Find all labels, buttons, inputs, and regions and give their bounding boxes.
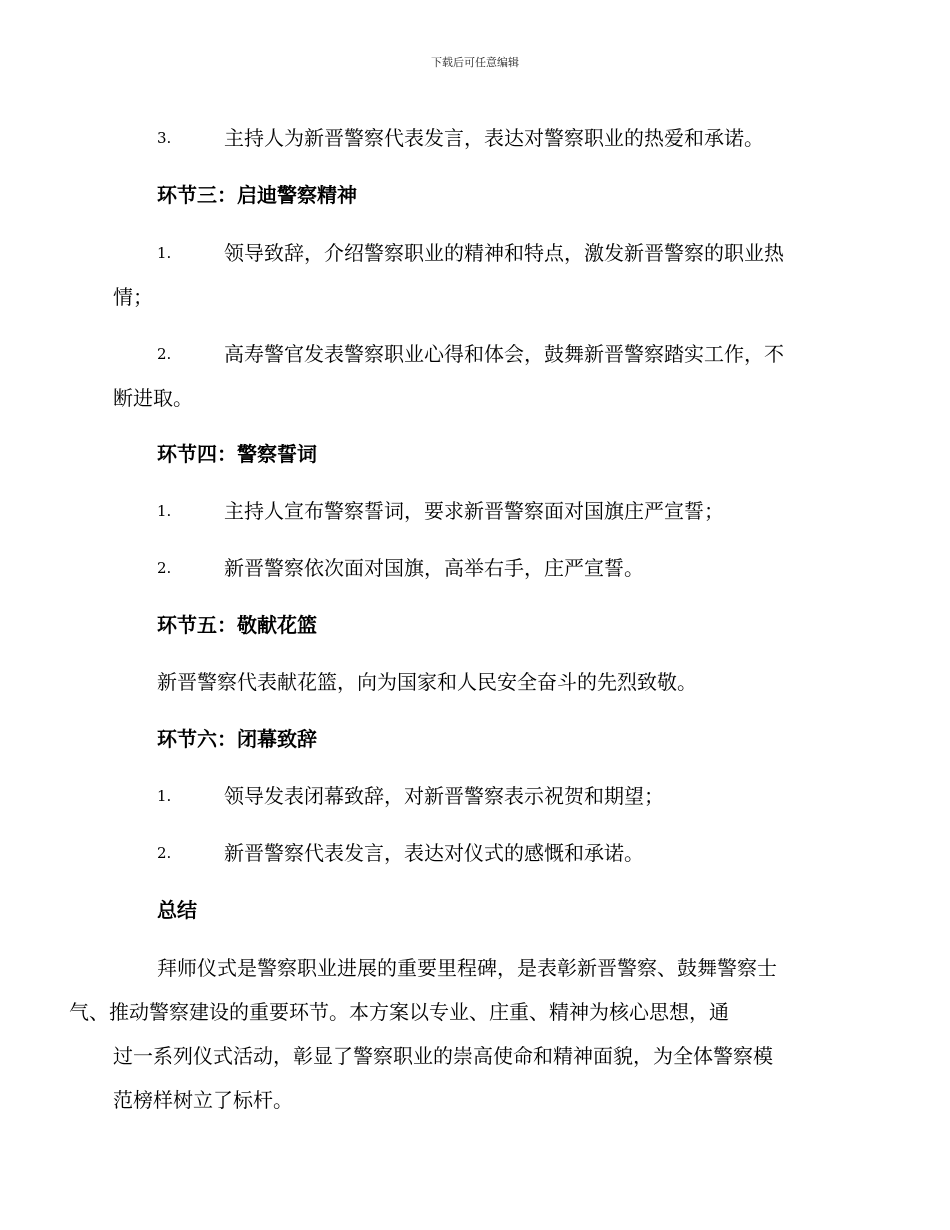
section-heading: 环节五：敬献花篮 xyxy=(157,613,317,637)
list-number: 3. xyxy=(157,129,172,147)
list-text-continued: 情； xyxy=(113,285,153,309)
list-item xyxy=(113,224,833,325)
list-number: 2. xyxy=(157,844,172,862)
section-heading: 总结 xyxy=(157,898,197,922)
list-item xyxy=(113,483,833,540)
list-item xyxy=(113,768,833,825)
paragraph: 新晋警察代表献花篮，向为国家和人民安全奋斗的先烈致敬。 xyxy=(157,670,697,694)
section-heading: 环节三：启迪警察精神 xyxy=(157,183,357,207)
document-body xyxy=(69,110,833,1122)
list-text: 高寿警官发表警察职业心得和体会，鼓舞新晋警察踏实工作，不 xyxy=(224,342,784,366)
summary-line: 气、推动警察建设的重要环节。本方案以专业、庄重、精神为核心思想，通 xyxy=(69,1000,729,1024)
list-number: 2. xyxy=(157,345,172,363)
section-heading: 环节六：闭幕致辞 xyxy=(157,727,317,751)
list-item xyxy=(113,325,833,426)
page-header-note: 下载后可任意编辑 xyxy=(431,56,519,69)
list-text: 主持人宣布警察誓词，要求新晋警察面对国旗庄严宣誓； xyxy=(224,499,724,523)
list-number: 1. xyxy=(157,787,172,805)
section-heading: 环节四：警察誓词 xyxy=(157,442,317,466)
list-item xyxy=(113,825,833,882)
list-text: 主持人为新晋警察代表发言，表达对警察职业的热爱和承诺。 xyxy=(224,126,764,150)
summary-line: 过一系列仪式活动，彰显了警察职业的崇高使命和精神面貌，为全体警察模 xyxy=(113,1044,773,1068)
list-text-continued: 断进取。 xyxy=(113,386,193,410)
list-text: 领导发表闭幕致辞，对新晋警察表示祝贺和期望； xyxy=(224,784,664,808)
summary-paragraph xyxy=(69,939,833,1122)
summary-line: 范榜样树立了标杆。 xyxy=(113,1088,293,1112)
list-number: 2. xyxy=(157,559,172,577)
list-text: 新晋警察依次面对国旗，高举右手，庄严宣誓。 xyxy=(224,556,644,580)
list-number: 1. xyxy=(157,244,172,262)
list-item xyxy=(113,110,833,167)
list-item xyxy=(113,540,833,597)
list-text: 新晋警察代表发言，表达对仪式的感慨和承诺。 xyxy=(224,841,644,865)
summary-line: 拜师仪式是警察职业进展的重要里程碑，是表彰新晋警察、鼓舞警察士 xyxy=(157,956,777,980)
list-text: 领导致辞，介绍警察职业的精神和特点，激发新晋警察的职业热 xyxy=(224,241,784,265)
list-number: 1. xyxy=(157,502,172,520)
